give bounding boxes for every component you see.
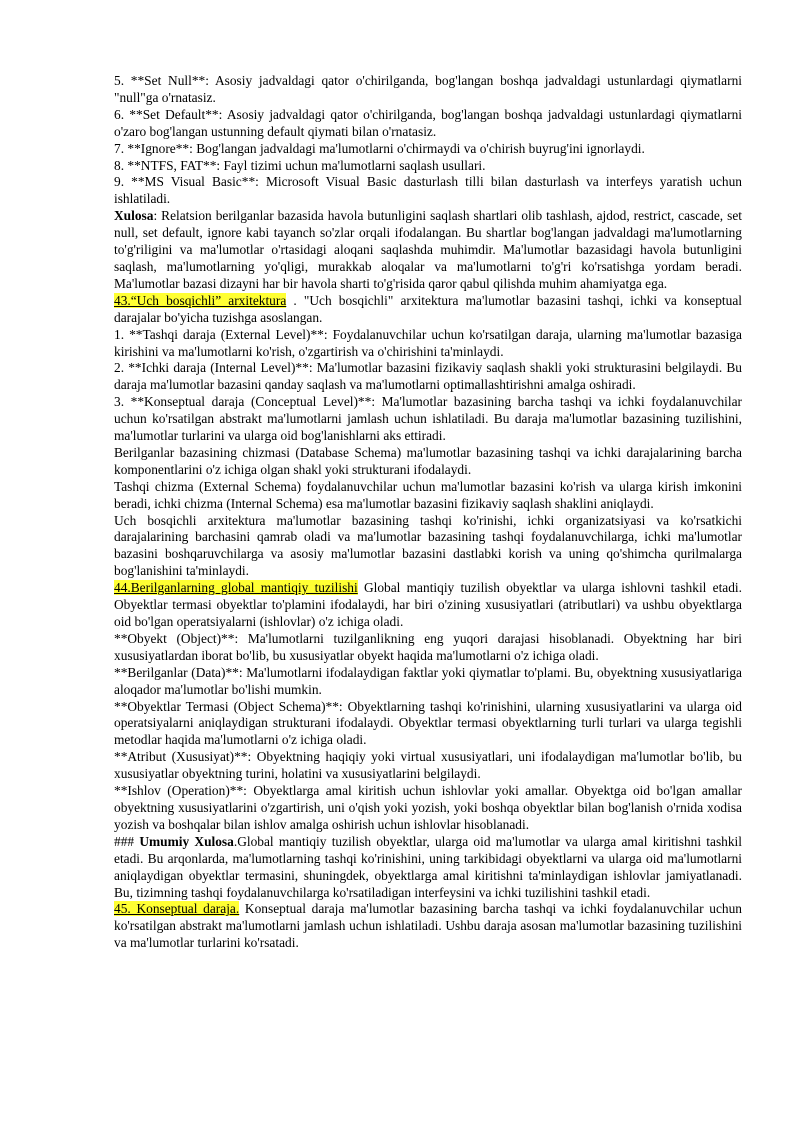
xulosa-text: : Relatsion berilganlar bazasida havola butunligini saqlash shartlari olib tashlash, ajdod, restrict, cascade, set null, set default, ignore kabi tayanch so'zlar orqali ifodalangan. Bu shartlar bog'langan jadvaldagi ma'lumotlarning to'g'riligini va ma'lumotlar o'rtasidagi aloqani saqlashda muhimdir. Ma'lumotlar bazasidagi havola butunligini saqlash, ma'lumotlarning yo'qligi, murakkab aloqalar va ma'lumotlarni to'g'ri ko'rsatishga yordam beradi. Ma'lumotlar bazasi dizayni har bir havola sharti to'g'risida qaror qabul qilishda muhim ahamiyatga ega. <box>114 208 742 291</box>
paragraph-ms-visual-basic: 9. **MS Visual Basic**: Microsoft Visual Basic dasturlash tilli bilan dasturlash va interfeys yaratish uchun ishlatiladi. <box>114 174 742 207</box>
paragraph-ntfs-fat: 8. **NTFS, FAT**: Fayl tizimi uchun ma'lumotlarni saqlash usullari. <box>114 157 486 173</box>
section-45-text: Konseptual daraja ma'lumotlar bazasining barcha tashqi va ichki foydalanuvchilar uchun ko'rsatilgan abstrakt ma'lumotlarni jamlash uchun ishlatiladi. Ushbu daraja asosan ma'lumotlar bazasining tuzilishini va ma'lumotlar turlarini ko'rsatadi. <box>114 901 742 951</box>
umumiy-xulosa-label: Umumiy Xulosa <box>139 833 234 849</box>
paragraph-conceptual-level: 3. **Konseptual daraja (Conceptual Level)**: Ma'lumotlar bazasining barcha tashqi va ichki foydalanuvchilar uchun ko'rsatilgan abstrakt ma'lumotlarni jamlash uchun ishlatiladi. Bu daraja ma'lumotlar bazasining tuzilishini, ma'lumotlar turlarini va ularga oid bog'lanishlarni aks ettiradi. <box>114 394 742 444</box>
paragraph-section-44 <box>114 580 742 631</box>
paragraph-internal-level: 2. **Ichki daraja (Internal Level)**: Ma'lumotlar bazasini fizikaviy saqlash shakli yoki strukturasini belgilaydi. Bu daraja ma'lumotlar bazasini qanday saqlash va ma'lumotlarni optimallashtirishni amalga oshiradi. <box>114 360 742 393</box>
section-43-text: . "Uch bosqichli" arxitektura ma'lumotlar bazasini tashqi, ichki va konseptual darajalar bo'yicha tuzishga asoslangan. <box>114 292 742 325</box>
paragraph-umumiy-xulosa <box>114 834 742 902</box>
paragraph-data: **Berilganlar (Data)**: Ma'lumotlarni ifodalaydigan faktlar yoki qiymatlar to'plami. Bu, obyektning xususiyatlariga aloqador ma'lumotlar bo'lishi mumkin. <box>114 664 742 697</box>
section-43-heading: 43.“Uch bosqichli” arxitektura <box>114 292 287 308</box>
section-45-heading: 45. Konseptual daraja. <box>114 901 240 917</box>
paragraph-external-schema: Tashqi chizma (External Schema) foydalanuvchilar uchun ma'lumotlar bazasini ko'rish va ularga kirish imkonini beradi, ichki chizma (Internal Schema) esa ma'lumotlar bazasini fizikaviy saqlash shaklini aniqlaydi. <box>114 478 742 511</box>
umumiy-xulosa-text: .Global mantiqiy tuzilish obyektlar, ularga oid ma'lumotlar va ularga amal kiritishni tashkil etadi. Bu arqonlarda, ma'lumotlarning tashqi ko'rinishini, uning tarkibidagi obyektlarni va ularga oid ma'lumotlarni aniqlaydigan obyektlar termasini, shuningdek, obyektlarga amal kiritishni ta'minlaydigan ishlovlar jamiyatlanadi. Bu, tizimning tashqi foydalanuvchilarga ko'rsatiladigan interfeysini va ichki tuzilishini tashkil etadi. <box>114 833 742 900</box>
paragraph-ignore: 7. **Ignore**: Bog'langan jadvaldagi ma'lumotlarni o'chirmaydi va o'chirish buyrug'ini ignorlaydi. <box>114 140 645 156</box>
document-page <box>114 73 742 952</box>
paragraph-attribute: **Atribut (Xususiyat)**: Obyektning haqiqiy yoki virtual xususiyatlari, uni ifodalaydigan ma'lumotlar bo'lib, bu xususiyatlar obyektning turini, holatini va xususiyatlarini belgilaydi. <box>114 749 742 782</box>
paragraph-section-45 <box>114 901 742 952</box>
paragraph-three-level-summary: Uch bosqichli arxitektura ma'lumotlar bazasining tashqi ko'rinishi, ichki organizatsiyasi va ko'rsatkichi darajalarining barchasini qamrab oladi va ma'lumotlar bazasining tashqi foydalanuvchilarga, ichki ma'lumotlar bazasini boshqaruvchilarga va asosiy ma'lumotlar bazasini dastlabki korish va uning qo'shimcha qurilmalarga bog'lanishini ta'minlaydi. <box>114 512 742 579</box>
paragraph-object-schema: **Obyektlar Termasi (Object Schema)**: Obyektlarning tashqi ko'rinishini, ularning xususiyatlarini va ularga oid operatsiyalarni aniqlaydigan strukturani ifodalaydi. Obyektlar termasi obyektlarning turli turlari va ularga tegishli metodlar haqida ma'lumotlarni o'z ichiga oladi. <box>114 698 742 748</box>
paragraph-external-level: 1. **Tashqi daraja (External Level)**: Foydalanuvchilar uchun ko'rsatilgan daraja, ularning ma'lumotlar bazasiga kirishini va ma'lumotlarni ko'rish, o'zgartirish va o'chirishini ta'minlaydi. <box>114 326 742 359</box>
paragraph-xulosa <box>114 208 742 293</box>
paragraph-set-null: 5. **Set Null**: Asosiy jadvaldagi qator o'chirilganda, bog'langan boshqa jadvaldagi ustunlardagi qiymatlarni "null"ga o'rnatasiz. <box>114 73 742 105</box>
paragraph-section-43 <box>114 293 742 327</box>
xulosa-label: Xulosa <box>114 208 154 224</box>
paragraph-operation: **Ishlov (Operation)**: Obyektlarga amal kiritish uchun ishlovlar yoki amallar. Obyektga oid bo'lgan amallar obyektning xususiyatlarini o'zgartirish, uni o'qish yoki yozish, yoki boshqa obyektlar bilan bog'lanish o'rnida xodisa yozish va boshqalar bilan ishlov amalga oshirish uchun ishlovlar hisoblanadi. <box>114 783 742 832</box>
paragraph-set-default: 6. **Set Default**: Asosiy jadvaldagi qator o'chirilganda, bog'langan boshqa jadvaldagi ustunlardagi qiymatlarni o'zaro bog'langan ustunning default qiymati bilan o'rnatasiz. <box>114 106 742 139</box>
section-44-heading: 44.Berilganlarning global mantiqiy tuzilishi <box>114 580 358 596</box>
paragraph-object: **Obyekt (Object)**: Ma'lumotlarni tuzilganlikning eng yuqori darajasi hisoblanadi. Obyektning har biri xususiyatlardan iborat bo'lib, bu xususiyatlar obyekt haqida ma'lumotlarni o'z ichiga oladi. <box>114 630 742 663</box>
paragraph-database-schema: Berilganlar bazasining chizmasi (Database Schema) ma'lumotlar bazasining tashqi va ichki darajalarining barcha komponentlarini o'z ichiga olgan shakl yoki strukturani ifodalaydi. <box>114 444 742 477</box>
section-44-text: Global mantiqiy tuzilish obyektlar va ularga ishlovni tashkil etadi. Obyektlar termasi obyektlar to'plamini ifodalaydi, har biri o'zining xususiyatlari (atributlari) va ushbu obyektlarga oid bo'lgan operatsiyalarni (ishlovlar) o'z ichiga oladi. <box>114 580 742 629</box>
umumiy-xulosa-prefix: ### <box>114 833 140 849</box>
